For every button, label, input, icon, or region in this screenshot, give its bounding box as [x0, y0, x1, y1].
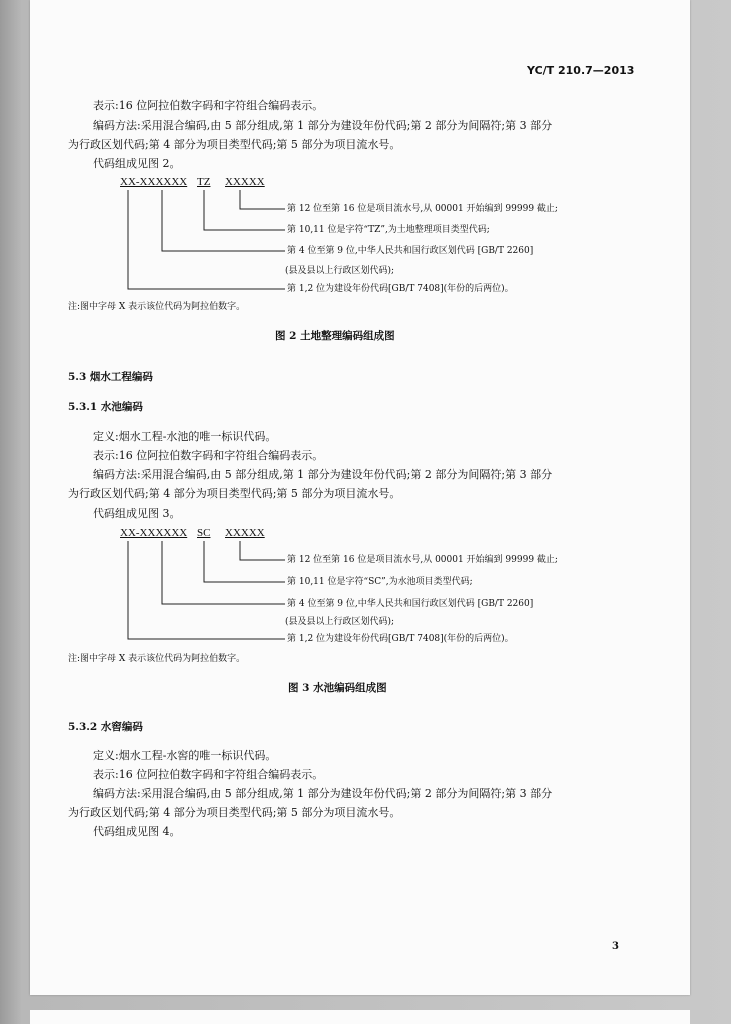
fig3-code-part-serial: XXXXX — [225, 527, 265, 539]
fig2-caption: 图 2 土地整理编码组成图 — [275, 330, 395, 342]
paragraph-figure-ref: 代码组成见图 2。 — [93, 157, 181, 170]
paragraph-figure-ref: 代码组成见图 4。 — [93, 825, 181, 838]
fig2-code-part-year-region: XX-XXXXXX — [120, 176, 188, 188]
page-number: 3 — [612, 941, 619, 952]
section-5-3-title: 5.3 烟水工程编码 — [68, 371, 153, 383]
paragraph-definition: 定义:烟水工程-水池的唯一标识代码。 — [93, 430, 277, 443]
fig3-connector-lines — [128, 541, 285, 639]
fig2-code-part-serial: XXXXX — [225, 176, 265, 188]
fig3-code-part-year-region: XX-XXXXXX — [120, 527, 188, 539]
fig3-note: 注:图中字母 X 表示该位代码为阿拉伯数字。 — [68, 654, 246, 664]
fig3-annotation-region-sub: (县及县以上行政区划代码); — [285, 617, 395, 627]
fig3-annotation-year: 第 1,2 位为建设年份代码[GB/T 7408](年份的后两位)。 — [287, 634, 514, 644]
fig2-annotation-region-sub: (县及县以上行政区划代码); — [285, 266, 395, 276]
fig2-annotation-region: 第 4 位至第 9 位,中华人民共和国行政区划代码 [GB/T 2260] — [287, 246, 534, 256]
section-5-3-1-title: 5.3.1 水池编码 — [68, 401, 143, 413]
fig3-caption: 图 3 水池编码组成图 — [288, 682, 387, 694]
standard-number: YC/T 210.7—2013 — [527, 64, 635, 77]
fig2-connector-lines — [128, 190, 285, 289]
fig3-annotation-region: 第 4 位至第 9 位,中华人民共和国行政区划代码 [GB/T 2260] — [287, 599, 534, 609]
fig3-annotation-serial: 第 12 位至第 16 位是项目流水号,从 00001 开始编到 99999 截止; — [287, 555, 558, 565]
paragraph-representation: 表示:16 位阿拉伯数字码和字符组合编码表示。 — [93, 768, 324, 781]
fig2-note: 注:图中字母 X 表示该位代码为阿拉伯数字。 — [68, 302, 246, 312]
fig2-annotation-type: 第 10,11 位是字符“TZ”,为土地整理项目类型代码; — [287, 225, 490, 235]
section-5-3-2-title: 5.3.2 水窖编码 — [68, 721, 143, 733]
fig2-code-part-type: TZ — [197, 176, 211, 188]
paragraph-definition: 定义:烟水工程-水窖的唯一标识代码。 — [93, 749, 277, 762]
paragraph-representation: 表示:16 位阿拉伯数字码和字符组合编码表示。 — [93, 449, 324, 462]
fig3-annotation-type: 第 10,11 位是字符“SC”,为水池项目类型代码; — [287, 577, 473, 587]
paragraph-coding-method-line2: 为行政区划代码;第 4 部分为项目类型代码;第 5 部分为项目流水号。 — [68, 138, 401, 151]
paragraph-coding-method-line1: 编码方法:采用混合编码,由 5 部分组成,第 1 部分为建设年份代码;第 2 部分为间隔符;第 3 部分 — [93, 468, 553, 481]
paragraph-coding-method-line2: 为行政区划代码;第 4 部分为项目类型代码;第 5 部分为项目流水号。 — [68, 487, 401, 500]
fig2-annotation-serial: 第 12 位至第 16 位是项目流水号,从 00001 开始编到 99999 截止; — [287, 204, 558, 214]
paragraph-figure-ref: 代码组成见图 3。 — [93, 507, 181, 520]
paragraph-coding-method-line2: 为行政区划代码;第 4 部分为项目类型代码;第 5 部分为项目流水号。 — [68, 806, 401, 819]
fig3-code-part-type: SC — [197, 527, 211, 539]
paragraph-coding-method-line1: 编码方法:采用混合编码,由 5 部分组成,第 1 部分为建设年份代码;第 2 部分为间隔符;第 3 部分 — [93, 787, 553, 800]
paragraph-coding-method-line1: 编码方法:采用混合编码,由 5 部分组成,第 1 部分为建设年份代码;第 2 部分为间隔符;第 3 部分 — [93, 119, 553, 132]
paragraph-representation: 表示:16 位阿拉伯数字码和字符组合编码表示。 — [93, 99, 324, 112]
fig2-annotation-year: 第 1,2 位为建设年份代码[GB/T 7408](年份的后两位)。 — [287, 284, 514, 294]
